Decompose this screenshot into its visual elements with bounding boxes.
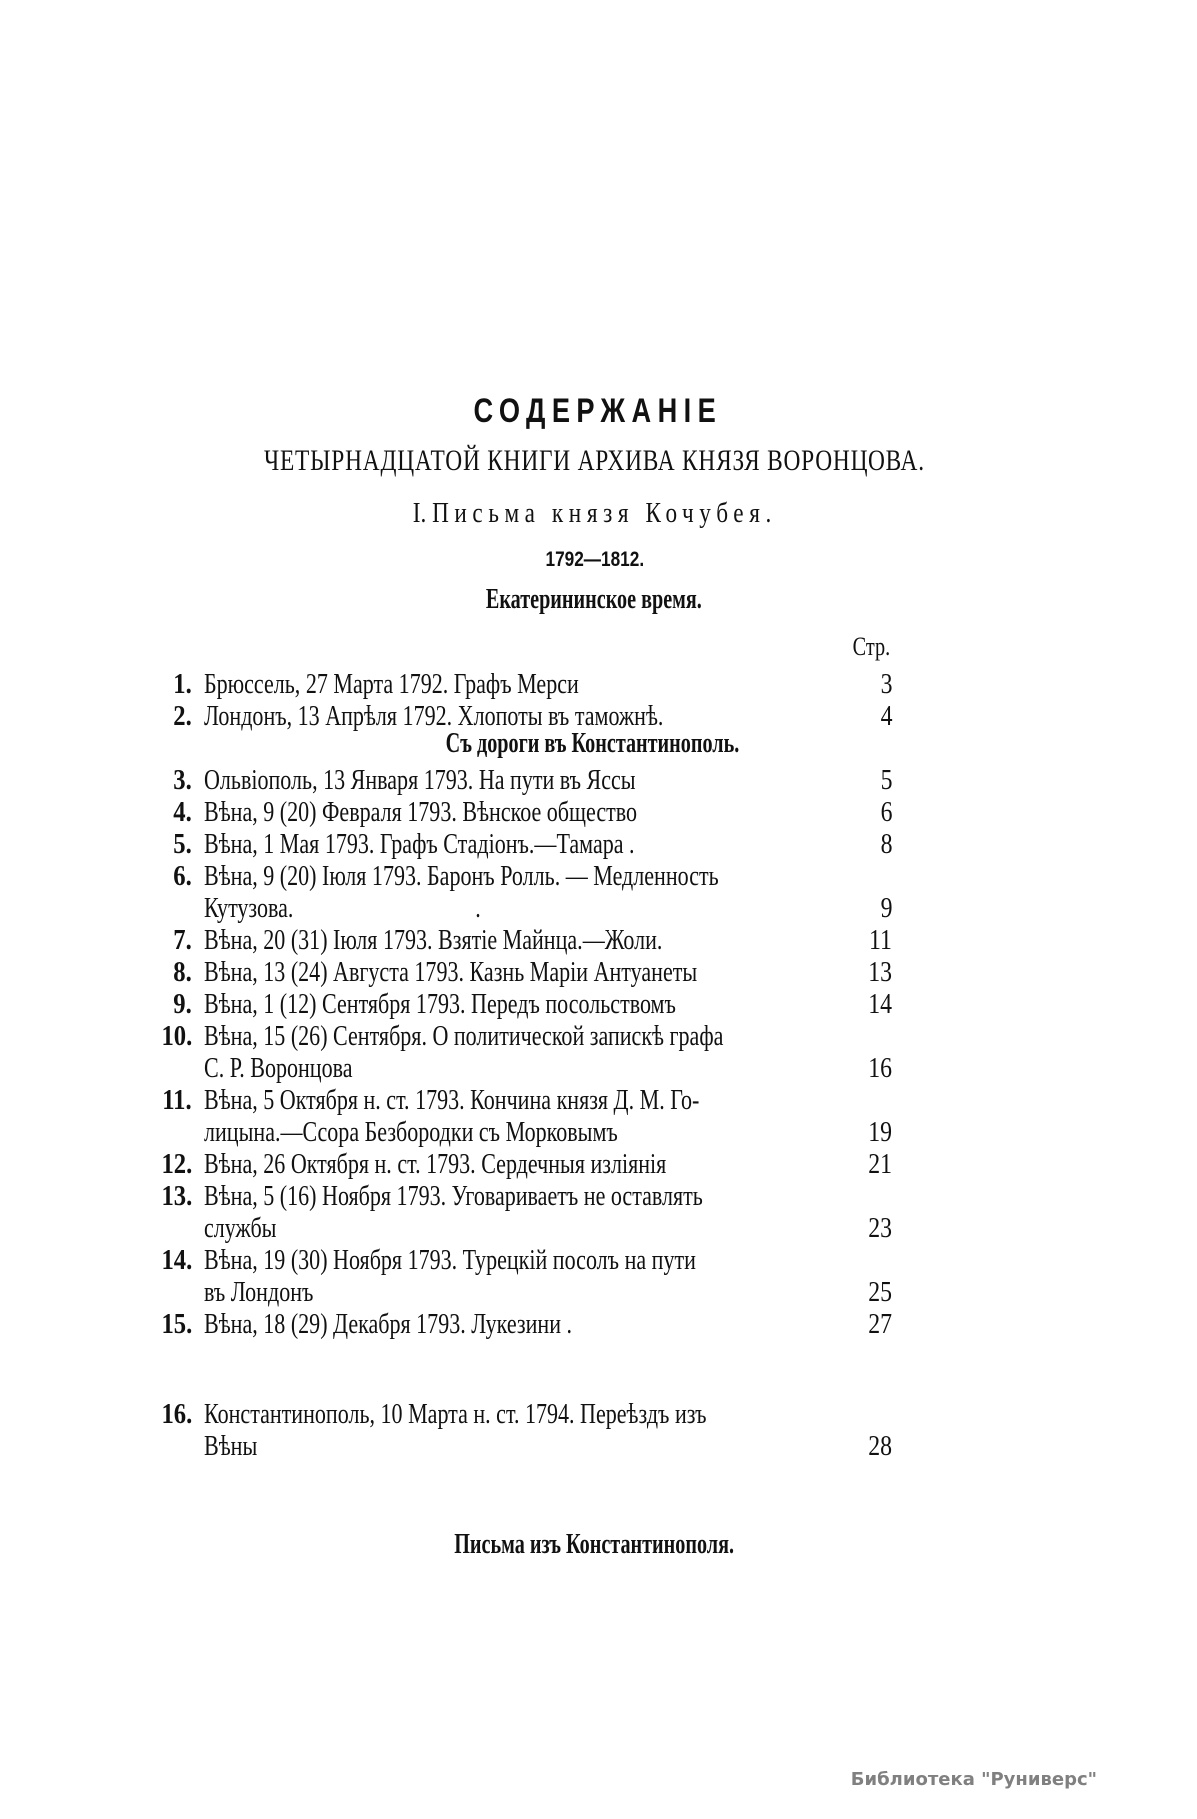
entry-page-number: 8 — [880, 828, 892, 860]
entry-text: Вѣна, 1 (12) Сентября 1793. Передъ посольствомъ — [204, 988, 676, 1020]
entry-number: 3. — [173, 764, 192, 796]
subheading-road-to-constantinople: Съ дороги въ Константинополь. — [445, 728, 740, 759]
toc-entry — [140, 988, 892, 1020]
entry-page-number: 4 — [880, 700, 892, 732]
toc-entry-continuation — [140, 1116, 892, 1148]
entry-text: Вѣна, 5 (16) Ноября 1793. Уговариваетъ не оставлять — [204, 1180, 703, 1212]
toc-entry-continuation — [140, 1212, 892, 1244]
entry-page-number: 3 — [880, 668, 892, 700]
page-title: СОДЕРЖАНІЕ — [473, 392, 723, 430]
entry-text: Ольвіополь, 13 Января 1793. На пути въ Яссы — [204, 764, 636, 796]
toc-entry-continuation — [140, 892, 892, 924]
entry-number: 8. — [173, 956, 192, 988]
entry-text: Лондонъ, 13 Апрѣля 1792. Хлопоты въ таможнѣ. — [204, 700, 664, 732]
toc-entry-continuation — [140, 1052, 892, 1084]
entry-page-number: 5 — [880, 764, 892, 796]
entry-page-number: 28 — [868, 1430, 892, 1462]
entry-text: лицына.—Ссора Безбородки съ Морковымъ — [204, 1116, 618, 1148]
entry-text: Вѣны — [204, 1430, 258, 1462]
entry-number: 5. — [173, 828, 192, 860]
entry-page-number: 14 — [868, 988, 892, 1020]
entry-text: Кутузова. . — [204, 892, 481, 924]
section-number: I. — [412, 497, 427, 529]
toc-entry — [140, 924, 892, 956]
toc-entry — [140, 1084, 892, 1116]
section-name: Письма князя Кочубея. — [432, 497, 777, 529]
toc-entry — [140, 1020, 892, 1052]
toc-entry — [140, 860, 892, 892]
subheading-letters-from-constantinople: Письма изъ Константинополя. — [454, 1529, 735, 1560]
entry-number: 14. — [161, 1244, 192, 1276]
toc-entry-continuation — [140, 1276, 892, 1308]
entry-text: Вѣна, 5 Октября н. ст. 1793. Кончина князя Д. М. Го- — [204, 1084, 700, 1116]
entry-number: 11. — [162, 1084, 192, 1116]
entry-page-number: 11 — [869, 924, 892, 956]
section-title — [116, 497, 1074, 530]
page-column-label: Стр. — [852, 632, 890, 661]
entry-number: 4. — [173, 796, 192, 828]
entry-number: 10. — [161, 1020, 192, 1052]
entry-text: Вѣна, 1 Мая 1793. Графъ Стадіонъ.—Тамара . — [204, 828, 635, 860]
entry-text: Вѣна, 26 Октября н. ст. 1793. Сердечныя изліянія — [204, 1148, 667, 1180]
toc-entry — [140, 956, 892, 988]
toc-entry — [140, 764, 892, 796]
toc-entry — [140, 796, 892, 828]
entry-page-number: 27 — [868, 1308, 892, 1340]
entry-page-number: 13 — [868, 956, 892, 988]
entry-text: Вѣна, 15 (26) Сентября. О политической запискѣ графа — [204, 1020, 724, 1052]
entry-text: С. Р. Воронцова — [204, 1052, 353, 1084]
entry-number: 12. — [161, 1148, 192, 1180]
entry-page-number: 9 — [880, 892, 892, 924]
entry-number: 7. — [173, 924, 192, 956]
entry-page-number: 21 — [868, 1148, 892, 1180]
entry-number: 15. — [161, 1308, 192, 1340]
entry-number: 9. — [173, 988, 192, 1020]
toc-entry — [140, 1308, 892, 1340]
entry-text: въ Лондонъ — [204, 1276, 314, 1308]
toc-entry — [140, 1148, 892, 1180]
toc-entry — [140, 668, 892, 700]
entry-text: Вѣна, 9 (20) Іюля 1793. Баронъ Ролль. — Медленность — [204, 860, 719, 892]
entry-page-number: 16 — [868, 1052, 892, 1084]
entry-number: 6. — [173, 860, 192, 892]
section-years: 1792—1812. — [545, 548, 645, 571]
subheading-catherine-era: Екатерининское время. — [485, 584, 702, 615]
page-subtitle: ЧЕТЫРНАДЦАТОЙ КНИГИ АРХИВА КНЯЗЯ ВОРОНЦОВА. — [263, 444, 925, 477]
toc-entry — [140, 1398, 892, 1430]
entry-text: Вѣна, 18 (29) Декабря 1793. Лукезини . — [204, 1308, 573, 1340]
entry-text: Вѣна, 13 (24) Августа 1793. Казнь Маріи Антуанеты — [204, 956, 698, 988]
library-watermark: Библиотека "Руниверс" — [850, 1769, 1097, 1790]
entry-page-number: 23 — [868, 1212, 892, 1244]
toc-entry — [140, 1180, 892, 1212]
toc-entry-continuation — [140, 1430, 892, 1462]
entry-number: 1. — [173, 668, 192, 700]
entry-page-number: 25 — [868, 1276, 892, 1308]
entry-text: Вѣна, 9 (20) Февраля 1793. Вѣнское общество — [204, 796, 638, 828]
entry-number: 2. — [173, 700, 192, 732]
toc-entry — [140, 1244, 892, 1276]
entry-page-number: 6 — [880, 796, 892, 828]
toc-entry — [140, 700, 892, 732]
entry-text: Вѣна, 20 (31) Іюля 1793. Взятіе Майнца.—Жоли. — [204, 924, 663, 956]
entry-text: службы — [204, 1212, 277, 1244]
toc-entry — [140, 828, 892, 860]
entry-text: Константинополь, 10 Марта н. ст. 1794. Переѣздъ изъ — [204, 1398, 707, 1430]
entry-text: Вѣна, 19 (30) Ноября 1793. Турецкій посолъ на пути — [204, 1244, 696, 1276]
entry-number: 13. — [161, 1180, 192, 1212]
entry-text: Брюссель, 27 Марта 1792. Графъ Мерси — [204, 668, 579, 700]
entry-page-number: 19 — [868, 1116, 892, 1148]
entry-number: 16. — [161, 1398, 192, 1430]
